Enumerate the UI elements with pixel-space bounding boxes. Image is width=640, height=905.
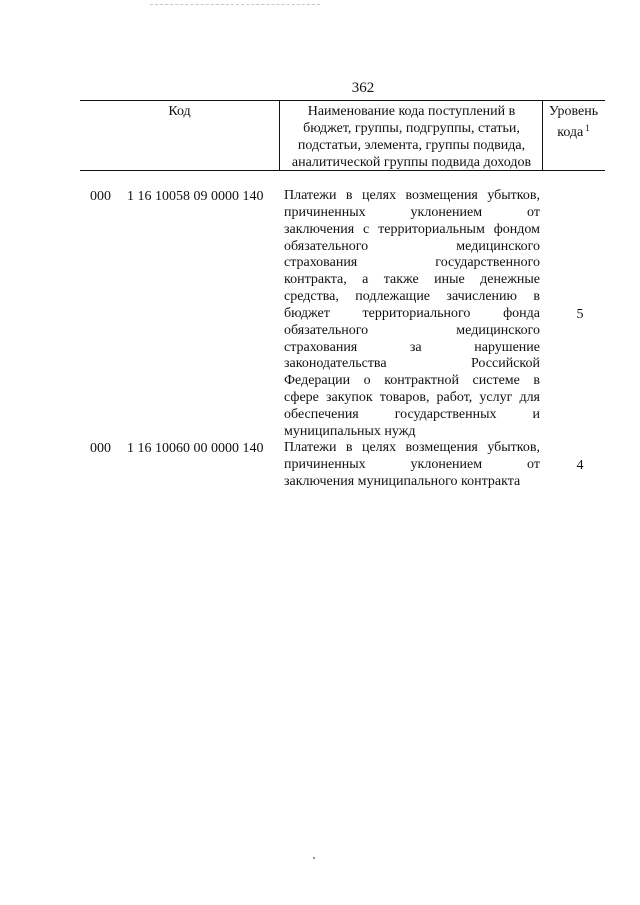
description-line: муниципальных нужд — [284, 423, 416, 439]
description-line: заключения с территориальным фондом — [284, 221, 540, 237]
revenue-code: 1 16 10058 09 0000 140 — [127, 189, 264, 204]
header-name-line: бюджет, группы, подгруппы, статьи, — [303, 121, 520, 136]
description-line: причиненных уклонением от — [284, 204, 540, 220]
header-name-line: аналитической группы подвида доходов — [291, 155, 532, 170]
admin-code: 000 — [90, 189, 111, 204]
header-name-line: Наименование кода поступлений в — [307, 104, 516, 119]
scan-edge-mark — [150, 4, 320, 5]
description-line: законодательства Российской — [284, 356, 540, 372]
table-header — [80, 100, 605, 171]
description-line: средства, подлежащие зачислению в — [284, 289, 540, 305]
description-line: бюджет территориального фонда — [284, 305, 540, 321]
description-line: Платежи в целях возмещения убытков, — [284, 440, 540, 455]
description-line: Федерации о контрактной системе в — [284, 373, 540, 389]
header-name-line: подстатьи, элемента, группы подвида, — [297, 138, 526, 153]
description-line: страхования государственного — [284, 255, 540, 271]
header-level — [542, 103, 605, 141]
code-level: 4 — [576, 458, 584, 473]
header-level-line — [542, 120, 605, 141]
header-level-line: Уровень — [548, 104, 599, 119]
scan-speck — [313, 857, 315, 859]
description-line: Платежи в целях возмещения убытков, — [284, 188, 540, 203]
description-line: обязательного медицинского — [284, 322, 540, 338]
description-line: заключения муниципального контракта — [284, 473, 521, 489]
description-line: обязательного медицинского — [284, 238, 540, 254]
row-description — [284, 188, 540, 441]
page-number: 362 — [351, 80, 375, 96]
revenue-code: 1 16 10060 00 0000 140 — [127, 441, 264, 456]
description-line: контракта, а также иные денежные — [284, 272, 540, 288]
header-divider — [279, 101, 280, 170]
admin-code: 000 — [90, 441, 111, 456]
description-line: страхования за нарушение — [284, 339, 540, 355]
description-line: обеспечения государственных и — [284, 406, 540, 422]
row-description — [284, 440, 540, 491]
header-code: Код — [168, 104, 191, 119]
header-name — [281, 103, 542, 171]
header-level-word: кода — [557, 125, 584, 140]
footnote-marker: 1 — [585, 123, 590, 133]
code-level: 5 — [576, 307, 584, 322]
description-line: сфере закупок товаров, работ, услуг для — [284, 390, 540, 406]
description-line: причиненных уклонением от — [284, 456, 540, 472]
